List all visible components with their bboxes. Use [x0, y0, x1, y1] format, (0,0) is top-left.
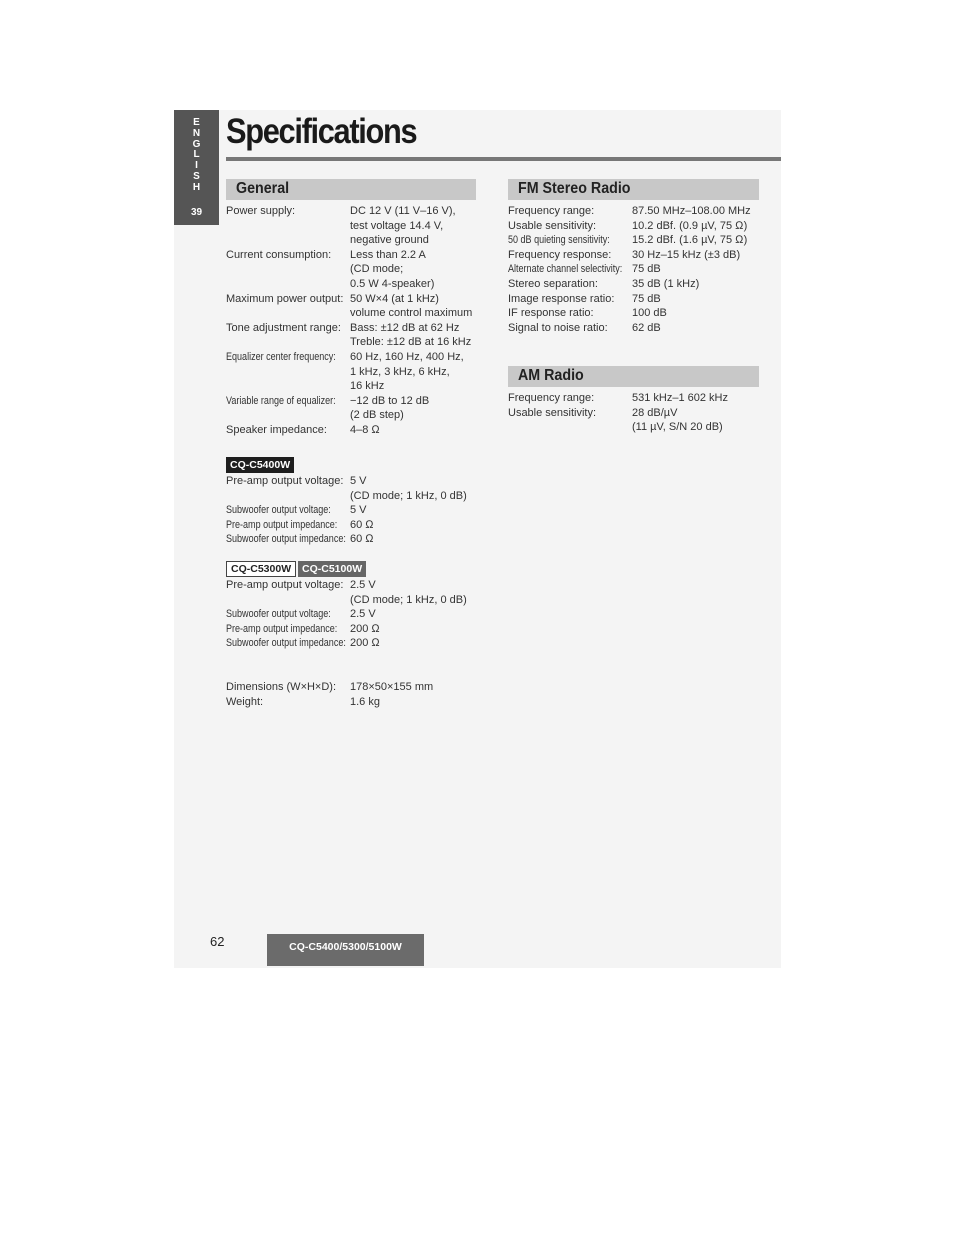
spec-value-line: 2.5 V: [350, 579, 376, 591]
spec-row: [226, 248, 481, 292]
spec-row: [226, 321, 481, 350]
spec-value: [350, 394, 481, 423]
spec-label: IF response ratio:: [508, 307, 594, 320]
spec-value-line: 60 Ω: [350, 533, 374, 546]
spec-value-line: test voltage 14.4 V,: [350, 219, 444, 232]
spec-row: [508, 292, 768, 307]
spec-row: [508, 391, 768, 406]
spec-value-line: (2 dB step): [350, 409, 404, 422]
language-letter: L: [193, 149, 200, 161]
spec-value-line: 1 kHz, 3 kHz, 6 kHz,: [350, 365, 450, 378]
spec-label: Frequency range:: [508, 205, 595, 217]
spec-row: [226, 394, 481, 423]
language-tab: [174, 110, 219, 225]
c5400w-spec-list: [226, 474, 481, 547]
spec-label: Subwoofer output impedance:: [226, 533, 346, 546]
spec-value: [350, 636, 481, 651]
spec-row: [226, 636, 481, 651]
spec-value: [350, 423, 481, 438]
am-heading-text: AM Radio: [518, 367, 584, 384]
spec-value-line: −12 dB to 12 dB: [350, 394, 430, 407]
spec-label: Usable sensitivity:: [508, 219, 597, 232]
spec-value-line: 16 kHz: [350, 380, 385, 393]
language-letter: H: [192, 181, 201, 193]
spec-value-line: (CD mode; 1 kHz, 0 dB): [350, 593, 467, 606]
spec-label: Equalizer center frequency:: [226, 350, 336, 363]
spec-label: Frequency response:: [508, 248, 612, 261]
spec-label: 50 dB quieting sensitivity:: [508, 234, 610, 247]
spec-label: Speaker impedance:: [226, 423, 327, 436]
language-letter: N: [192, 127, 201, 139]
spec-label: Signal to noise ratio:: [508, 321, 608, 334]
spec-value-line: 5 V: [350, 504, 367, 517]
spec-label: Pre-amp output voltage:: [226, 579, 344, 591]
spec-value-line: 10.2 dBf. (0.9 µV, 75 Ω): [632, 219, 748, 232]
spec-value: [632, 321, 768, 336]
spec-value: [632, 391, 768, 406]
spec-value: [632, 406, 768, 435]
spec-value: [350, 607, 481, 622]
spec-value: [632, 292, 768, 307]
spec-row: [226, 423, 481, 438]
spec-value-line: 75 dB: [632, 263, 661, 276]
spec-value: [632, 248, 768, 263]
spec-row: [508, 204, 768, 219]
fm-heading: [508, 179, 759, 200]
spec-row: [226, 474, 481, 503]
spec-value-line: 62 dB: [632, 321, 661, 334]
spec-value-line: 200 Ω: [350, 637, 380, 650]
model-badge-c5400w: CQ-C5400W: [226, 457, 294, 473]
spec-value: [632, 277, 768, 292]
spec-row: [226, 350, 481, 394]
spec-value-line: 100 dB: [632, 307, 667, 320]
model-badge-c5100w: CQ-C5100W: [298, 561, 366, 577]
language-tab-number: 39: [190, 207, 203, 218]
spec-value-line: 75 dB: [632, 292, 661, 305]
spec-value-line: volume control maximum: [350, 307, 473, 320]
spec-value: [632, 262, 768, 277]
spec-row: [508, 233, 768, 248]
spec-label: Alternate channel selectivity:: [508, 263, 623, 276]
spec-value-line: 87.50 MHz–108.00 MHz: [632, 205, 751, 217]
spec-value-line: 178×50×155 mm: [350, 681, 434, 693]
model-range-bar: CQ-C5400/5300/5100W: [267, 934, 424, 966]
spec-value: [350, 292, 481, 321]
spec-value: [350, 680, 481, 695]
spec-label: Maximum power output:: [226, 292, 344, 305]
language-letter: S: [193, 170, 200, 182]
spec-label: Pre-amp output voltage:: [226, 475, 344, 487]
spec-label: Pre-amp output impedance:: [226, 622, 338, 635]
language-tab-letters: [174, 118, 219, 194]
am-heading: [508, 366, 759, 387]
spec-label: Usable sensitivity:: [508, 406, 597, 419]
spec-value-line: 15.2 dBf. (1.6 µV, 75 Ω): [632, 234, 748, 247]
spec-row: [226, 622, 481, 637]
spec-value-line: (CD mode; 1 kHz, 0 dB): [350, 489, 467, 502]
title-divider: [226, 157, 781, 161]
spec-row: [226, 532, 481, 547]
spec-value-line: 0.5 W 4-speaker): [350, 277, 435, 290]
spec-value-line: 28 dB/µV: [632, 406, 678, 419]
spec-value-line: 30 Hz–15 kHz (±3 dB): [632, 248, 741, 261]
spec-row: [226, 204, 481, 248]
general-spec-list: [226, 204, 481, 438]
spec-value-line: Less than 2.2 A: [350, 248, 426, 261]
spec-row: [508, 277, 768, 292]
spec-row: [226, 503, 481, 518]
language-letter: I: [195, 160, 198, 172]
spec-row: [508, 219, 768, 234]
spec-value-line: 200 Ω: [350, 622, 380, 635]
spec-value: [350, 695, 481, 710]
page-number: 62: [210, 934, 225, 949]
spec-value: [350, 503, 481, 518]
spec-row: [226, 680, 481, 695]
spec-label: Variable range of equalizer:: [226, 394, 336, 407]
language-letter: G: [192, 138, 201, 150]
page-title: Specifications: [226, 112, 417, 151]
spec-value: [350, 204, 481, 248]
spec-value-line: 35 dB (1 kHz): [632, 277, 700, 290]
spec-value-line: Treble: ±12 dB at 16 kHz: [350, 336, 472, 349]
spec-label: Power supply:: [226, 205, 296, 217]
spec-value-line: 5 V: [350, 475, 367, 487]
spec-row: [226, 578, 481, 607]
spec-label: Subwoofer output voltage:: [226, 504, 331, 517]
spec-row: [226, 292, 481, 321]
spec-row: [508, 248, 768, 263]
spec-row: [508, 262, 768, 277]
spec-value-line: DC 12 V (11 V–16 V),: [350, 205, 456, 217]
general-heading: [226, 179, 476, 200]
spec-value: [350, 578, 481, 607]
model-badge-c5300w: CQ-C5300W: [226, 561, 296, 577]
physical-spec-list: [226, 680, 481, 709]
spec-value-line: 4–8 Ω: [350, 423, 380, 436]
spec-value: [350, 350, 481, 394]
spec-value-line: 60 Ω: [350, 518, 374, 531]
spec-value: [632, 306, 768, 321]
spec-value: [632, 204, 768, 219]
spec-label: Subwoofer output impedance:: [226, 637, 346, 650]
spec-value: [350, 248, 481, 292]
spec-value-line: (CD mode;: [350, 263, 404, 276]
fm-heading-text: FM Stereo Radio: [518, 180, 631, 197]
spec-value: [350, 622, 481, 637]
spec-value: [632, 233, 768, 248]
spec-value: [350, 321, 481, 350]
spec-row: [226, 518, 481, 533]
spec-label: Frequency range:: [508, 392, 595, 404]
spec-label: Weight:: [226, 695, 264, 708]
spec-value-line: negative ground: [350, 234, 429, 247]
fm-spec-list: [508, 204, 768, 335]
spec-row: [508, 321, 768, 336]
spec-label: Subwoofer output voltage:: [226, 608, 331, 621]
spec-label: Pre-amp output impedance:: [226, 518, 338, 531]
spec-value-line: Bass: ±12 dB at 62 Hz: [350, 321, 460, 334]
spec-value-line: 2.5 V: [350, 608, 376, 621]
spec-label: Stereo separation:: [508, 277, 598, 290]
spec-row: [226, 695, 481, 710]
spec-value-line: 1.6 kg: [350, 695, 380, 708]
spec-row: [226, 607, 481, 622]
spec-value: [632, 219, 768, 234]
spec-value: [350, 518, 481, 533]
spec-row: [508, 406, 768, 435]
spec-label: Image response ratio:: [508, 292, 615, 305]
language-letter: E: [193, 117, 200, 128]
spec-label: Current consumption:: [226, 248, 332, 261]
spec-value: [350, 532, 481, 547]
spec-value-line: 60 Hz, 160 Hz, 400 Hz,: [350, 350, 464, 363]
c5300w-c5100w-spec-list: [226, 578, 481, 651]
spec-row: [508, 306, 768, 321]
spec-value-line: 50 W×4 (at 1 kHz): [350, 292, 439, 305]
spec-label: Dimensions (W×H×D):: [226, 681, 337, 693]
general-heading-text: General: [236, 180, 290, 197]
spec-label: Tone adjustment range:: [226, 321, 341, 334]
spec-value-line: (11 µV, S/N 20 dB): [632, 421, 723, 434]
spec-value: [350, 474, 481, 503]
spec-value-line: 531 kHz–1 602 kHz: [632, 392, 728, 404]
am-spec-list: [508, 391, 768, 435]
